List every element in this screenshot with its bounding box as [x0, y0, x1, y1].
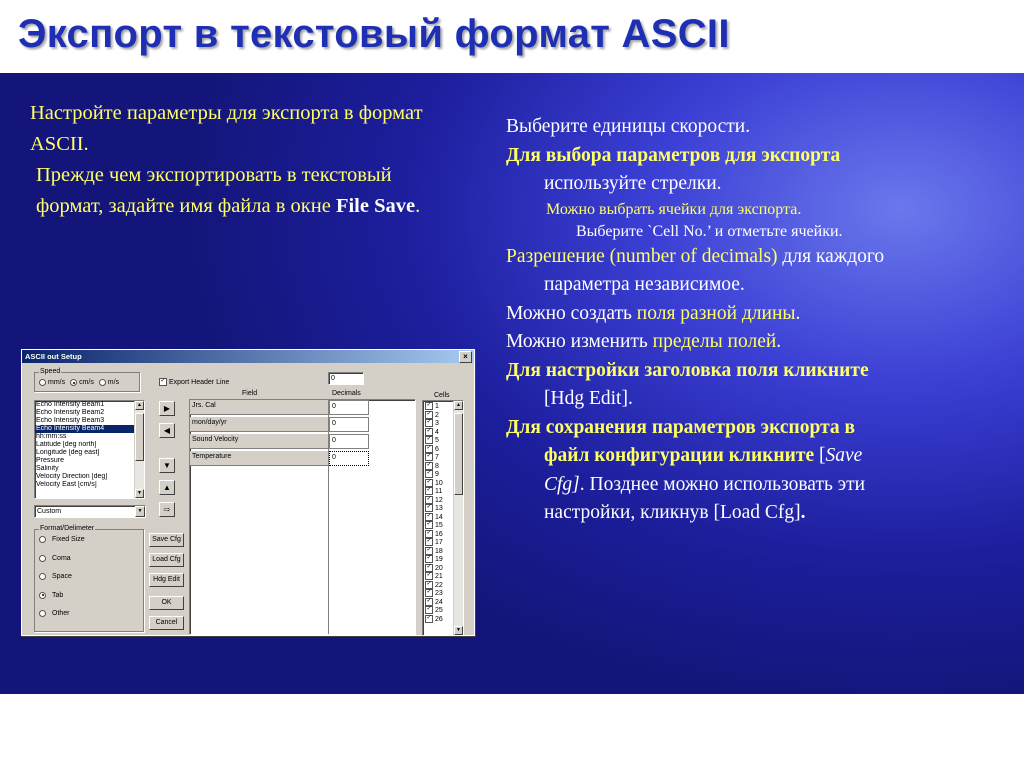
checkbox-checked-icon: ✓ [426, 521, 432, 527]
slide-panel [0, 73, 1024, 694]
cells-scrollbar[interactable] [453, 401, 463, 635]
right-line-9 [506, 328, 1011, 357]
checkbox-checked-icon: ✓ [426, 402, 432, 408]
cell-number: 12 [435, 496, 443, 504]
decimals-cell-0[interactable]: 0 [329, 400, 369, 415]
right-line-14a: Cfg] [544, 473, 580, 495]
cell-number: 5 [435, 436, 439, 444]
cell-number: 15 [435, 521, 443, 529]
right-line-8b: поля разной длины [636, 302, 796, 324]
cells-column-header: Cells [434, 392, 450, 399]
right-line-12: Для сохранения параметров экспорта в [506, 416, 856, 438]
right-line-2a: Для выбора параметров [506, 144, 721, 166]
format-options [39, 536, 85, 629]
format-option-coma[interactable] [39, 555, 85, 574]
decimals-cell-3[interactable]: 0 [329, 451, 369, 466]
format-group-label: Format/Delimeter [40, 525, 95, 532]
left-text-block [30, 98, 430, 222]
checkbox-checked-icon: ✓ [426, 614, 432, 621]
cell-number: 9 [435, 470, 439, 478]
left-paragraph-1: Настройте параметры для экспорта в формат ASCII. [30, 102, 423, 155]
right-line-1: Выберите единицы скорости. [506, 116, 751, 137]
cell-number: 14 [435, 513, 443, 521]
parameter-list-item[interactable]: Echo Intensity Beam4 [35, 425, 134, 433]
right-line-6 [506, 243, 1011, 272]
checkbox-checked-icon: ✓ [426, 495, 432, 502]
scroll-thumb[interactable] [135, 413, 144, 461]
dialog-titlebar [22, 350, 474, 363]
right-line-13b: [ [814, 445, 826, 466]
speed-option-mm[interactable] [39, 379, 65, 386]
right-line-14b: . Позднее можно использовать эти [579, 473, 866, 495]
format-option-label: Space [52, 573, 72, 581]
speed-cm-label: cm/s [79, 379, 94, 387]
cell-number: 18 [435, 547, 443, 555]
fields-table[interactable] [189, 399, 416, 635]
cell-number: 7 [435, 453, 439, 461]
right-line-9b: пределы полей [652, 331, 777, 352]
close-button[interactable]: × [459, 351, 472, 363]
ascii-out-setup-dialog [21, 349, 475, 636]
checkbox-checked-icon: ✓ [426, 487, 432, 493]
move-down-button[interactable]: ▼ [159, 458, 175, 473]
move-right-button[interactable]: ⇨ [159, 502, 175, 517]
parameter-list-item[interactable]: Pressure [36, 457, 65, 464]
speed-group-label: Speed [40, 368, 61, 375]
cell-number: 19 [435, 555, 443, 563]
right-text-block [506, 113, 1011, 528]
right-line-9a: Можно изменить [506, 331, 653, 352]
parameter-list-item[interactable]: Velocity East [cm/s] [36, 481, 97, 488]
decimals-column-header: Decimals [332, 390, 361, 397]
right-line-13a: файл конфигурации кликните [544, 445, 815, 466]
field-row-1[interactable]: mon/day/yr [190, 417, 328, 432]
cancel-button[interactable]: Cancel [149, 616, 184, 630]
checkbox-checked-icon: ✓ [426, 597, 432, 604]
parameter-list-item[interactable]: hh:mm:ss [36, 433, 67, 440]
checkbox-checked-icon: ✓ [426, 529, 432, 536]
slide-title: Экспорт в текстовый формат ASCII [18, 12, 730, 56]
cell-number: 21 [435, 572, 443, 580]
checkbox-checked-icon: ✓ [426, 538, 432, 544]
cell-number: 11 [435, 487, 443, 495]
right-line-5: Выберите `Cell No.’ и отметьте ячейки. [576, 222, 843, 240]
radio-icon [39, 379, 46, 386]
decimals-cell-1[interactable]: 0 [329, 417, 369, 432]
radio-icon [39, 573, 46, 580]
right-line-13c: Save [825, 445, 863, 466]
parameter-list-item[interactable]: Longitude [deg east] [36, 449, 100, 456]
cell-number: 1 [435, 402, 439, 410]
move-up-button[interactable]: ▲ [159, 480, 175, 495]
scroll-down-icon[interactable]: ▼ [135, 489, 144, 498]
cell-number: 23 [435, 589, 443, 597]
format-option-space[interactable] [39, 573, 85, 592]
right-line-2b: для экспорта [720, 144, 841, 166]
parameter-list-item[interactable]: Velocity Direction [deg] [36, 473, 108, 480]
format-option-label: Tab [52, 591, 64, 599]
checkbox-checked-icon: ✓ [426, 512, 432, 519]
export-header-label: Export Header Line [169, 378, 230, 386]
format-option-tab[interactable] [39, 592, 85, 611]
radio-icon [39, 555, 46, 562]
header-lines-input[interactable]: 0 [328, 372, 364, 385]
speed-mm-label: mm/s [48, 379, 66, 387]
cell-number: 6 [435, 445, 439, 453]
checkbox-checked-icon: ✓ [426, 546, 432, 553]
parameter-list-item[interactable]: Latitude [deg north] [36, 441, 97, 448]
checkbox-checked-icon: ✓ [426, 563, 432, 570]
right-line-7: параметра независимое. [544, 274, 745, 295]
checkbox-checked-icon: ✓ [426, 444, 432, 451]
cell-number: 13 [435, 504, 443, 512]
preset-dropdown[interactable] [34, 505, 146, 518]
checkbox-checked-icon: ✓ [426, 572, 432, 578]
cell-number: 26 [435, 615, 443, 623]
checkbox-checked-icon: ✓ [160, 378, 166, 384]
cell-number: 10 [435, 479, 443, 487]
right-line-4: Можно выбрать ячейки для экспорта. [546, 200, 802, 218]
field-row-0[interactable]: Jrs. Cal [190, 400, 328, 415]
scroll-thumb[interactable] [454, 413, 463, 495]
cell-number: 3 [435, 419, 439, 427]
parameter-list-scrollbar[interactable] [134, 401, 144, 498]
speed-group [34, 368, 140, 392]
scroll-up-icon[interactable]: ▲ [135, 401, 144, 410]
cell-number: 22 [435, 581, 443, 589]
radio-checked-icon [70, 379, 77, 386]
cell-number: 8 [435, 462, 439, 470]
checkbox-checked-icon: ✓ [426, 580, 432, 587]
checkbox-checked-icon: ✓ [426, 470, 432, 476]
add-field-button[interactable]: ▶ [159, 401, 175, 416]
checkbox-checked-icon: ✓ [426, 419, 432, 425]
right-line-13 [506, 442, 1011, 471]
cell-number: 16 [435, 530, 443, 538]
checkbox-checked-icon: ✓ [426, 504, 432, 510]
radio-icon [39, 536, 46, 543]
right-line-8c: . [795, 302, 801, 324]
field-column-header: Field [242, 390, 258, 397]
right-line-15b: . [800, 502, 806, 523]
right-line-2 [506, 142, 1011, 171]
parameter-list-item[interactable]: Salinity [36, 465, 59, 472]
radio-icon [99, 379, 106, 386]
checkbox-checked-icon: ✓ [426, 461, 432, 468]
parameter-list-item[interactable]: Echo Intensity Beam2 [36, 409, 105, 416]
parameter-list-item[interactable]: Echo Intensity Beam1 [36, 401, 105, 408]
ok-button[interactable]: OK [149, 596, 184, 610]
speed-options [39, 379, 119, 386]
right-line-15a: настройки, кликнув [Load Cfg] [544, 502, 801, 523]
right-line-14 [506, 471, 1011, 500]
right-line-15 [506, 499, 1011, 528]
right-line-6a: Разрешение (number of decimals) [506, 245, 778, 267]
cell-number: 25 [435, 606, 443, 614]
fields-column-divider [328, 400, 329, 634]
remove-field-button[interactable]: ◀ [159, 423, 175, 438]
format-delimiter-group [34, 525, 144, 632]
parameter-list-item[interactable]: Echo Intensity Beam3 [36, 417, 105, 424]
load-cfg-button[interactable]: Load Cfg [149, 553, 184, 567]
checkbox-checked-icon: ✓ [426, 410, 432, 417]
preset-dropdown-value: Custom [37, 508, 62, 515]
checkbox-checked-icon: ✓ [426, 589, 432, 595]
cell-number: 17 [435, 538, 443, 546]
right-line-11: [Hdg Edit]. [544, 388, 633, 409]
right-line-10: Для настройки заголовка поля кликните [506, 359, 869, 381]
scroll-down-icon[interactable]: ▼ [454, 626, 463, 635]
field-row-2[interactable]: Sound Velocity [190, 434, 328, 449]
right-line-6b: для каждого [777, 245, 885, 267]
parameter-list-items [35, 401, 144, 489]
cell-number: 2 [435, 411, 439, 419]
checkbox-checked-icon: ✓ [426, 427, 432, 434]
right-line-9c: . [776, 331, 782, 352]
radio-checked-icon [39, 592, 46, 599]
left-p2-end: . [415, 195, 421, 217]
checkbox-checked-icon: ✓ [426, 453, 432, 459]
cells-list[interactable] [422, 400, 464, 636]
speed-m-label: m/s [107, 379, 120, 387]
dialog-title: ASCII out Setup [25, 352, 82, 361]
speed-option-m[interactable] [99, 379, 119, 386]
format-option-label: Coma [52, 554, 71, 562]
scroll-up-icon[interactable]: ▲ [454, 401, 463, 410]
file-save-label: File Save [335, 195, 416, 217]
right-line-8a: Можно создать [506, 302, 637, 324]
format-option-label: Fixed Size [52, 536, 85, 544]
checkbox-checked-icon: ✓ [426, 606, 432, 612]
speed-option-cm[interactable] [70, 379, 94, 386]
cell-number: 20 [435, 564, 443, 572]
checkbox-checked-icon: ✓ [426, 555, 432, 561]
right-line-8 [506, 300, 1011, 329]
save-cfg-button[interactable]: Save Cfg [149, 533, 184, 547]
checkbox-checked-icon: ✓ [426, 436, 432, 442]
format-option-other[interactable] [39, 610, 85, 629]
decimals-cell-2[interactable]: 0 [329, 434, 369, 449]
right-line-3: используйте стрелки. [544, 173, 722, 194]
chevron-down-icon[interactable]: ▼ [135, 506, 145, 517]
parameter-list[interactable] [34, 400, 145, 499]
cell-number: 24 [435, 598, 443, 606]
checkbox-checked-icon: ✓ [426, 478, 432, 485]
export-header-checkbox[interactable] [159, 378, 229, 386]
radio-icon [39, 610, 46, 617]
hdg-edit-button[interactable]: Hdg Edit [149, 573, 184, 587]
left-paragraph-2 [30, 160, 430, 222]
format-option-fixed-size[interactable] [39, 536, 85, 555]
cell-number: 4 [435, 428, 439, 436]
format-option-label: Other [52, 610, 70, 618]
field-row-3[interactable]: Temperature [190, 451, 328, 466]
left-p2-text: Прежде чем экспортировать в текстовый формат, задайте имя файла в окне [36, 164, 392, 217]
